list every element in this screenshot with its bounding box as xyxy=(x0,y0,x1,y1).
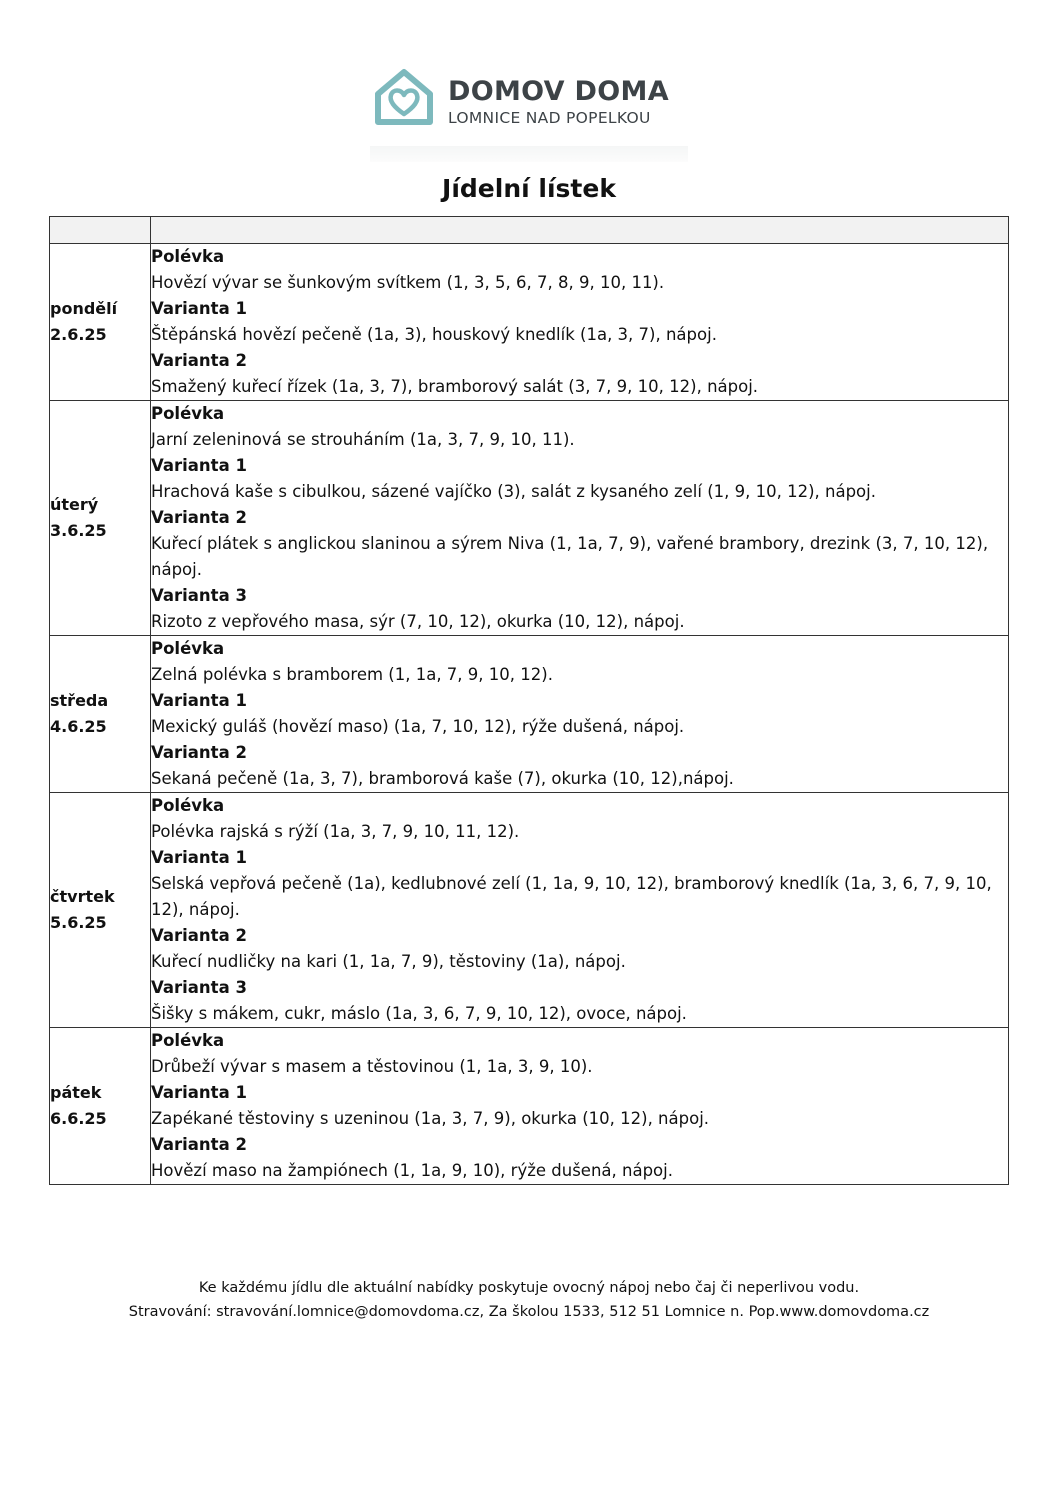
menu-cell xyxy=(151,244,1009,401)
section-text: Jarní zeleninová se strouháním (1a, 3, 7, 9, 10, 11). xyxy=(151,430,575,449)
section-label: Varianta 1 xyxy=(151,299,247,318)
section-text: Zapékané těstoviny s uzeninou (1a, 3, 7, 9), okurka (10, 12), nápoj. xyxy=(151,1109,710,1128)
section-text: Šišky s mákem, cukr, máslo (1a, 3, 6, 7, 9, 10, 12), ovoce, nápoj. xyxy=(151,1004,687,1023)
section-label: Varianta 2 xyxy=(151,743,247,762)
day-name: čtvrtek xyxy=(50,887,115,906)
logo xyxy=(360,56,698,168)
table-row xyxy=(50,401,1009,636)
header-cell-day xyxy=(50,217,151,244)
logo-reflection xyxy=(370,146,688,162)
day-name: středa xyxy=(50,691,109,710)
day-cell xyxy=(50,244,151,401)
day-cell xyxy=(50,401,151,636)
section-text: Polévka rajská s rýží (1a, 3, 7, 9, 10, 11, 12). xyxy=(151,822,520,841)
menu-cell xyxy=(151,793,1009,1028)
section-label: Varianta 2 xyxy=(151,351,247,370)
section-label: Varianta 3 xyxy=(151,586,247,605)
day-name: pondělí xyxy=(50,299,118,318)
section-label: Varianta 2 xyxy=(151,926,247,945)
section-text: Smažený kuřecí řízek (1a, 3, 7), bramborový salát (3, 7, 9, 10, 12), nápoj. xyxy=(151,377,759,396)
logo-subtitle: LOMNICE NAD POPELKOU xyxy=(448,109,651,127)
section-label: Varianta 1 xyxy=(151,691,247,710)
section-text: Drůbeží vývar s masem a těstovinou (1, 1a, 3, 9, 10). xyxy=(151,1057,593,1076)
header-cell-menu xyxy=(151,217,1009,244)
section-label: Polévka xyxy=(151,247,225,266)
footer xyxy=(0,1276,1058,1324)
table-header-row xyxy=(50,217,1009,244)
day-name: pátek xyxy=(50,1083,102,1102)
section-text: Štěpánská hovězí pečeně (1a, 3), houskový knedlík (1a, 3, 7), nápoj. xyxy=(151,325,717,344)
section-label: Polévka xyxy=(151,1031,225,1050)
section-text: Sekaná pečeně (1a, 3, 7), bramborová kaše (7), okurka (10, 12),nápoj. xyxy=(151,769,734,788)
day-date: 2.6.25 xyxy=(50,325,107,344)
table-row xyxy=(50,793,1009,1028)
house-heart-icon xyxy=(372,64,436,128)
section-label: Polévka xyxy=(151,796,225,815)
section-text: Kuřecí plátek s anglickou slaninou a sýrem Niva (1, 1a, 7, 9), vařené brambory, drezink (3, 7, 10, 12), nápoj. xyxy=(151,534,989,579)
section-text: Hrachová kaše s cibulkou, sázené vajíčko (3), salát z kysaného zelí (1, 9, 10, 12), nápoj. xyxy=(151,482,876,501)
day-cell xyxy=(50,1028,151,1185)
section-text: Zelná polévka s bramborem (1, 1a, 7, 9, 10, 12). xyxy=(151,665,553,684)
menu-cell xyxy=(151,636,1009,793)
section-label: Varianta 1 xyxy=(151,848,247,867)
day-cell xyxy=(50,636,151,793)
section-text: Hovězí maso na žampiónech (1, 1a, 9, 10), rýže dušená, nápoj. xyxy=(151,1161,673,1180)
day-date: 3.6.25 xyxy=(50,521,107,540)
section-label: Varianta 2 xyxy=(151,1135,247,1154)
table-row xyxy=(50,244,1009,401)
logo-name: DOMOV DOMA xyxy=(448,76,669,107)
day-date: 5.6.25 xyxy=(50,913,107,932)
table-row xyxy=(50,636,1009,793)
menu-cell xyxy=(151,401,1009,636)
footer-contact: Stravování: stravování.lomnice@domovdoma.cz, Za školou 1533, 512 51 Lomnice n. Pop.www.domovdoma.cz xyxy=(128,1304,930,1320)
section-text: Kuřecí nudličky na kari (1, 1a, 7, 9), těstoviny (1a), nápoj. xyxy=(151,952,626,971)
section-label: Varianta 2 xyxy=(151,508,247,527)
section-text: Hovězí vývar se šunkovým svítkem (1, 3, 5, 6, 7, 8, 9, 10, 11). xyxy=(151,273,665,292)
section-text: Selská vepřová pečeně (1a), kedlubnové zelí (1, 1a, 9, 10, 12), bramborový knedlík (1a, 3, 6, 7, 9, 10, 12), nápoj. xyxy=(151,874,992,919)
section-label: Varianta 1 xyxy=(151,456,247,475)
section-label: Varianta 1 xyxy=(151,1083,247,1102)
section-text: Rizoto z vepřového masa, sýr (7, 10, 12), okurka (10, 12), nápoj. xyxy=(151,612,685,631)
section-label: Polévka xyxy=(151,404,225,423)
section-text: Mexický guláš (hovězí maso) (1a, 7, 10, 12), rýže dušená, nápoj. xyxy=(151,717,685,736)
footer-note: Ke každému jídlu dle aktuální nabídky poskytuje ovocný nápoj nebo čaj či neperlivou vodu. xyxy=(198,1280,860,1296)
menu-cell xyxy=(151,1028,1009,1185)
page-title: Jídelní lístek xyxy=(442,174,616,203)
section-label: Varianta 3 xyxy=(151,978,247,997)
day-date: 6.6.25 xyxy=(50,1109,107,1128)
menu-table xyxy=(49,216,1009,1185)
day-cell xyxy=(50,793,151,1028)
menu-body xyxy=(50,244,1009,1185)
section-label: Polévka xyxy=(151,639,225,658)
day-name: úterý xyxy=(50,495,99,514)
day-date: 4.6.25 xyxy=(50,717,107,736)
table-row xyxy=(50,1028,1009,1185)
